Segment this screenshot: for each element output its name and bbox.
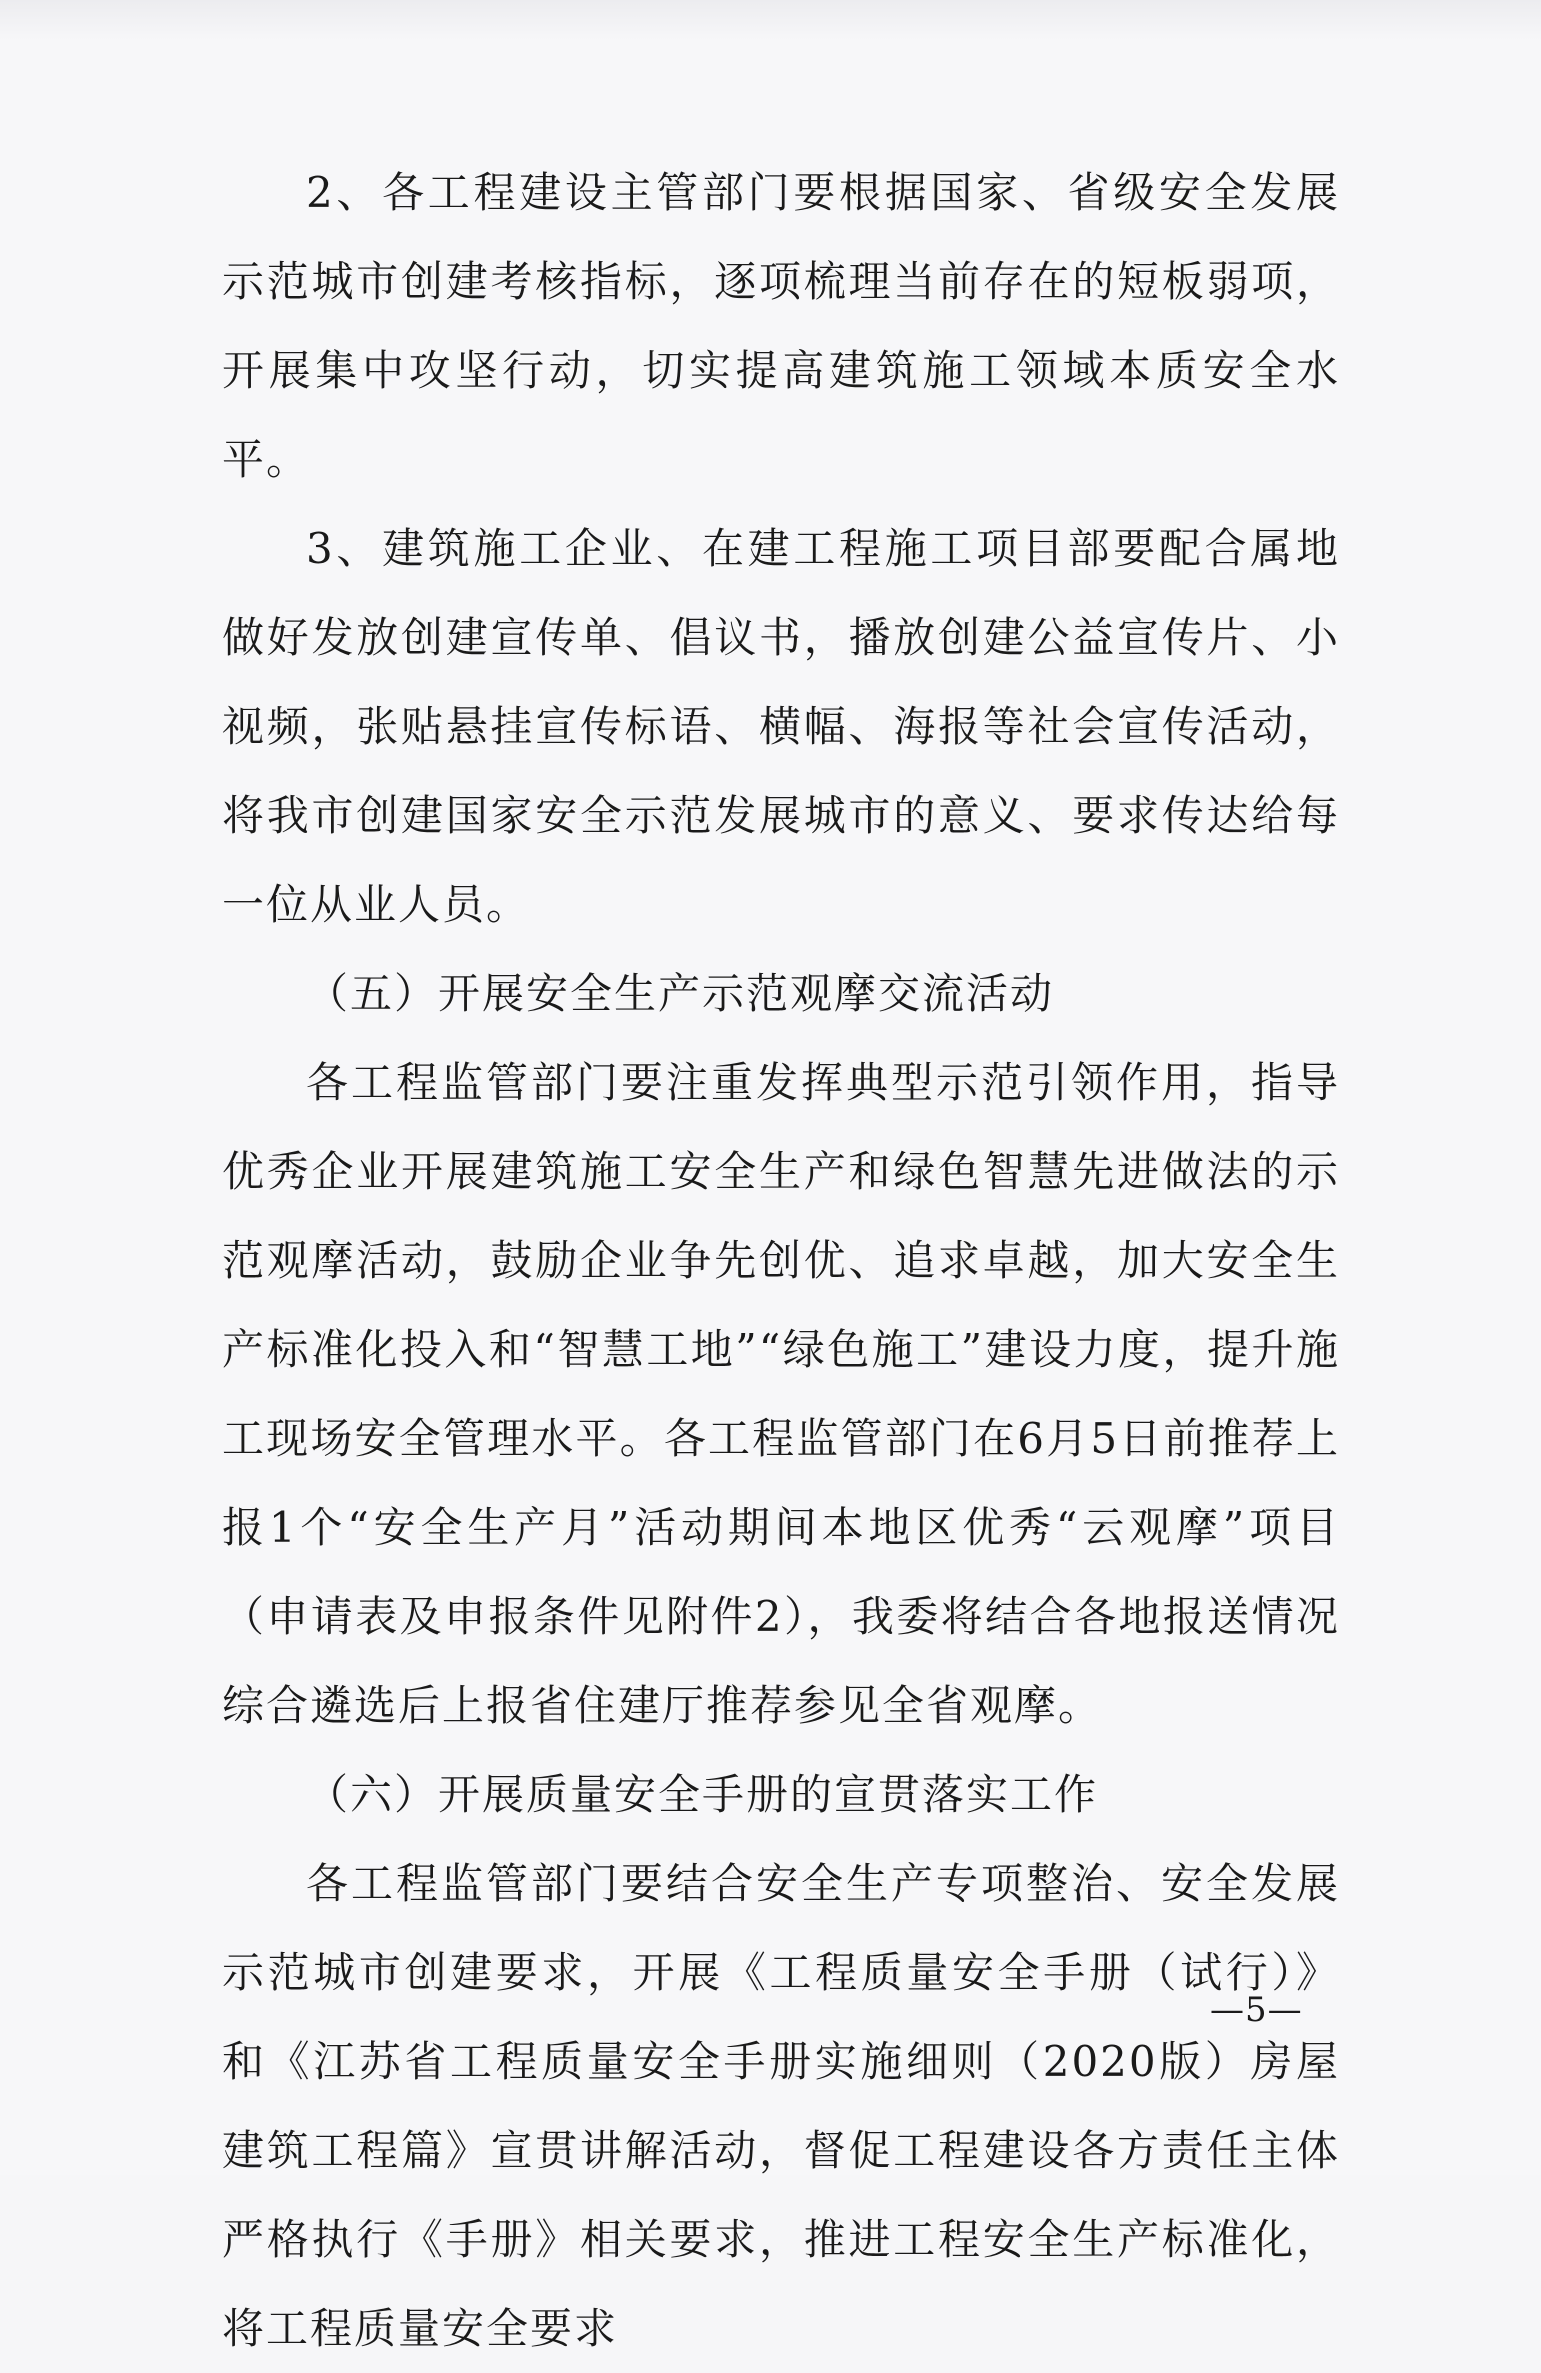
paragraph-item-3: 3、建筑施工企业、在建工程施工项目部要配合属地做好发放创建宣传单、倡议书，播放创建公益宣传片、小视频，张贴悬挂宣传标语、横幅、海报等社会宣传活动，将我市创建国家安全示范发展城市的意义、要求传达给每一位从业人员。 [222, 524, 1340, 929]
page-number: —5— [1210, 1990, 1303, 2030]
paragraph-section-5-body: 各工程监管部门要注重发挥典型示范引领作用，指导优秀企业开展建筑施工安全生产和绿色智慧先进做法的示范观摩活动，鼓励企业争先创优、追求卓越，加大安全生产标准化投入和“智慧工地”“绿色施工”建设力度，提升施工现场安全管理水平。各工程监管部门在6月5日前推荐上报1个“安全生产月”活动期间本地区优秀“云观摩”项目（申请表及申报条件见附件2），我委将结合各地报送情况综合遴选后上报省住建厅推荐参见全省观摩。 [222, 1058, 1340, 1730]
paragraph-item-2: 2、各工程建设主管部门要根据国家、省级安全发展示范城市创建考核指标，逐项梳理当前存在的短板弱项，开展集中攻坚行动，切实提高建筑施工领域本质安全水平。 [222, 168, 1340, 484]
section-heading-5: （五）开展安全生产示范观摩交流活动 [306, 969, 1055, 1018]
document-body [222, 148, 1340, 2373]
paragraph-section-6-body: 各工程监管部门要结合安全生产专项整治、安全发展示范城市创建要求，开展《工程质量安全手册（试行）》和《江苏省工程质量安全手册实施细则（2020版）房屋建筑工程篇》宣贯讲解活动，督促工程建设各方责任主体严格执行《手册》相关要求，推进工程安全生产标准化，将工程质量安全要求 [222, 1859, 1340, 2353]
section-heading-6: （六）开展质量安全手册的宣贯落实工作 [306, 1770, 1099, 1819]
